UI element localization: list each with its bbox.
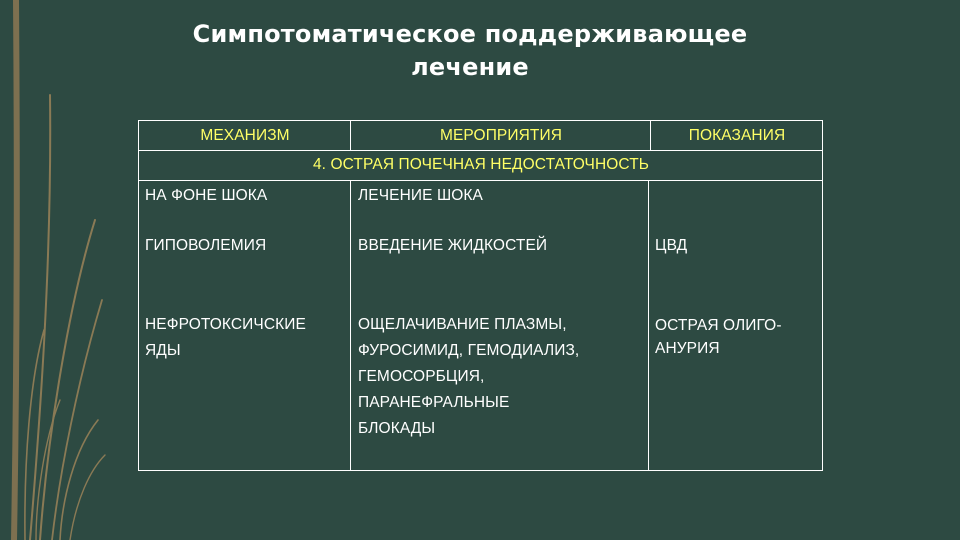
row-1-mechanism: НА ФОНЕ ШОКА: [145, 187, 268, 204]
row-3-mechanism: НЕФРОТОКСИЧСКИЕ ЯДЫ: [145, 316, 306, 359]
slide-title-line-1: Симпотоматическое поддерживающее: [192, 20, 748, 48]
row-3-indications: ОСТРАЯ ОЛИГО- АНУРИЯ: [655, 317, 782, 357]
row-2-mechanism: ГИПОВОЛЕМИЯ: [145, 237, 267, 254]
header-mechanism: МЕХАНИЗМ: [200, 127, 290, 144]
header-measures: МЕРОПРИЯТИЯ: [439, 127, 563, 144]
header-indications: ПОКАЗАНИЯ: [688, 127, 786, 144]
row-2-indications: ЦВД: [655, 237, 688, 254]
slide-title-line-2: лечение: [411, 53, 529, 81]
row-3-measures: ОЩЕЛАЧИВАНИЕ ПЛАЗМЫ, ФУРОСИМИД, ГЕМОДИАЛИЗ, ГЕМОСОРБЦИЯ, ПАРАНЕФРАЛЬНЫЕ БЛОКАДЫ: [358, 316, 580, 437]
row-2-measures: ВВЕДЕНИЕ ЖИДКОСТЕЙ: [358, 237, 548, 254]
row-1-measures: ЛЕЧЕНИЕ ШОКА: [358, 187, 483, 204]
section-title: 4. ОСТРАЯ ПОЧЕЧНАЯ НЕДОСТАТОЧНОСТЬ: [312, 156, 650, 173]
